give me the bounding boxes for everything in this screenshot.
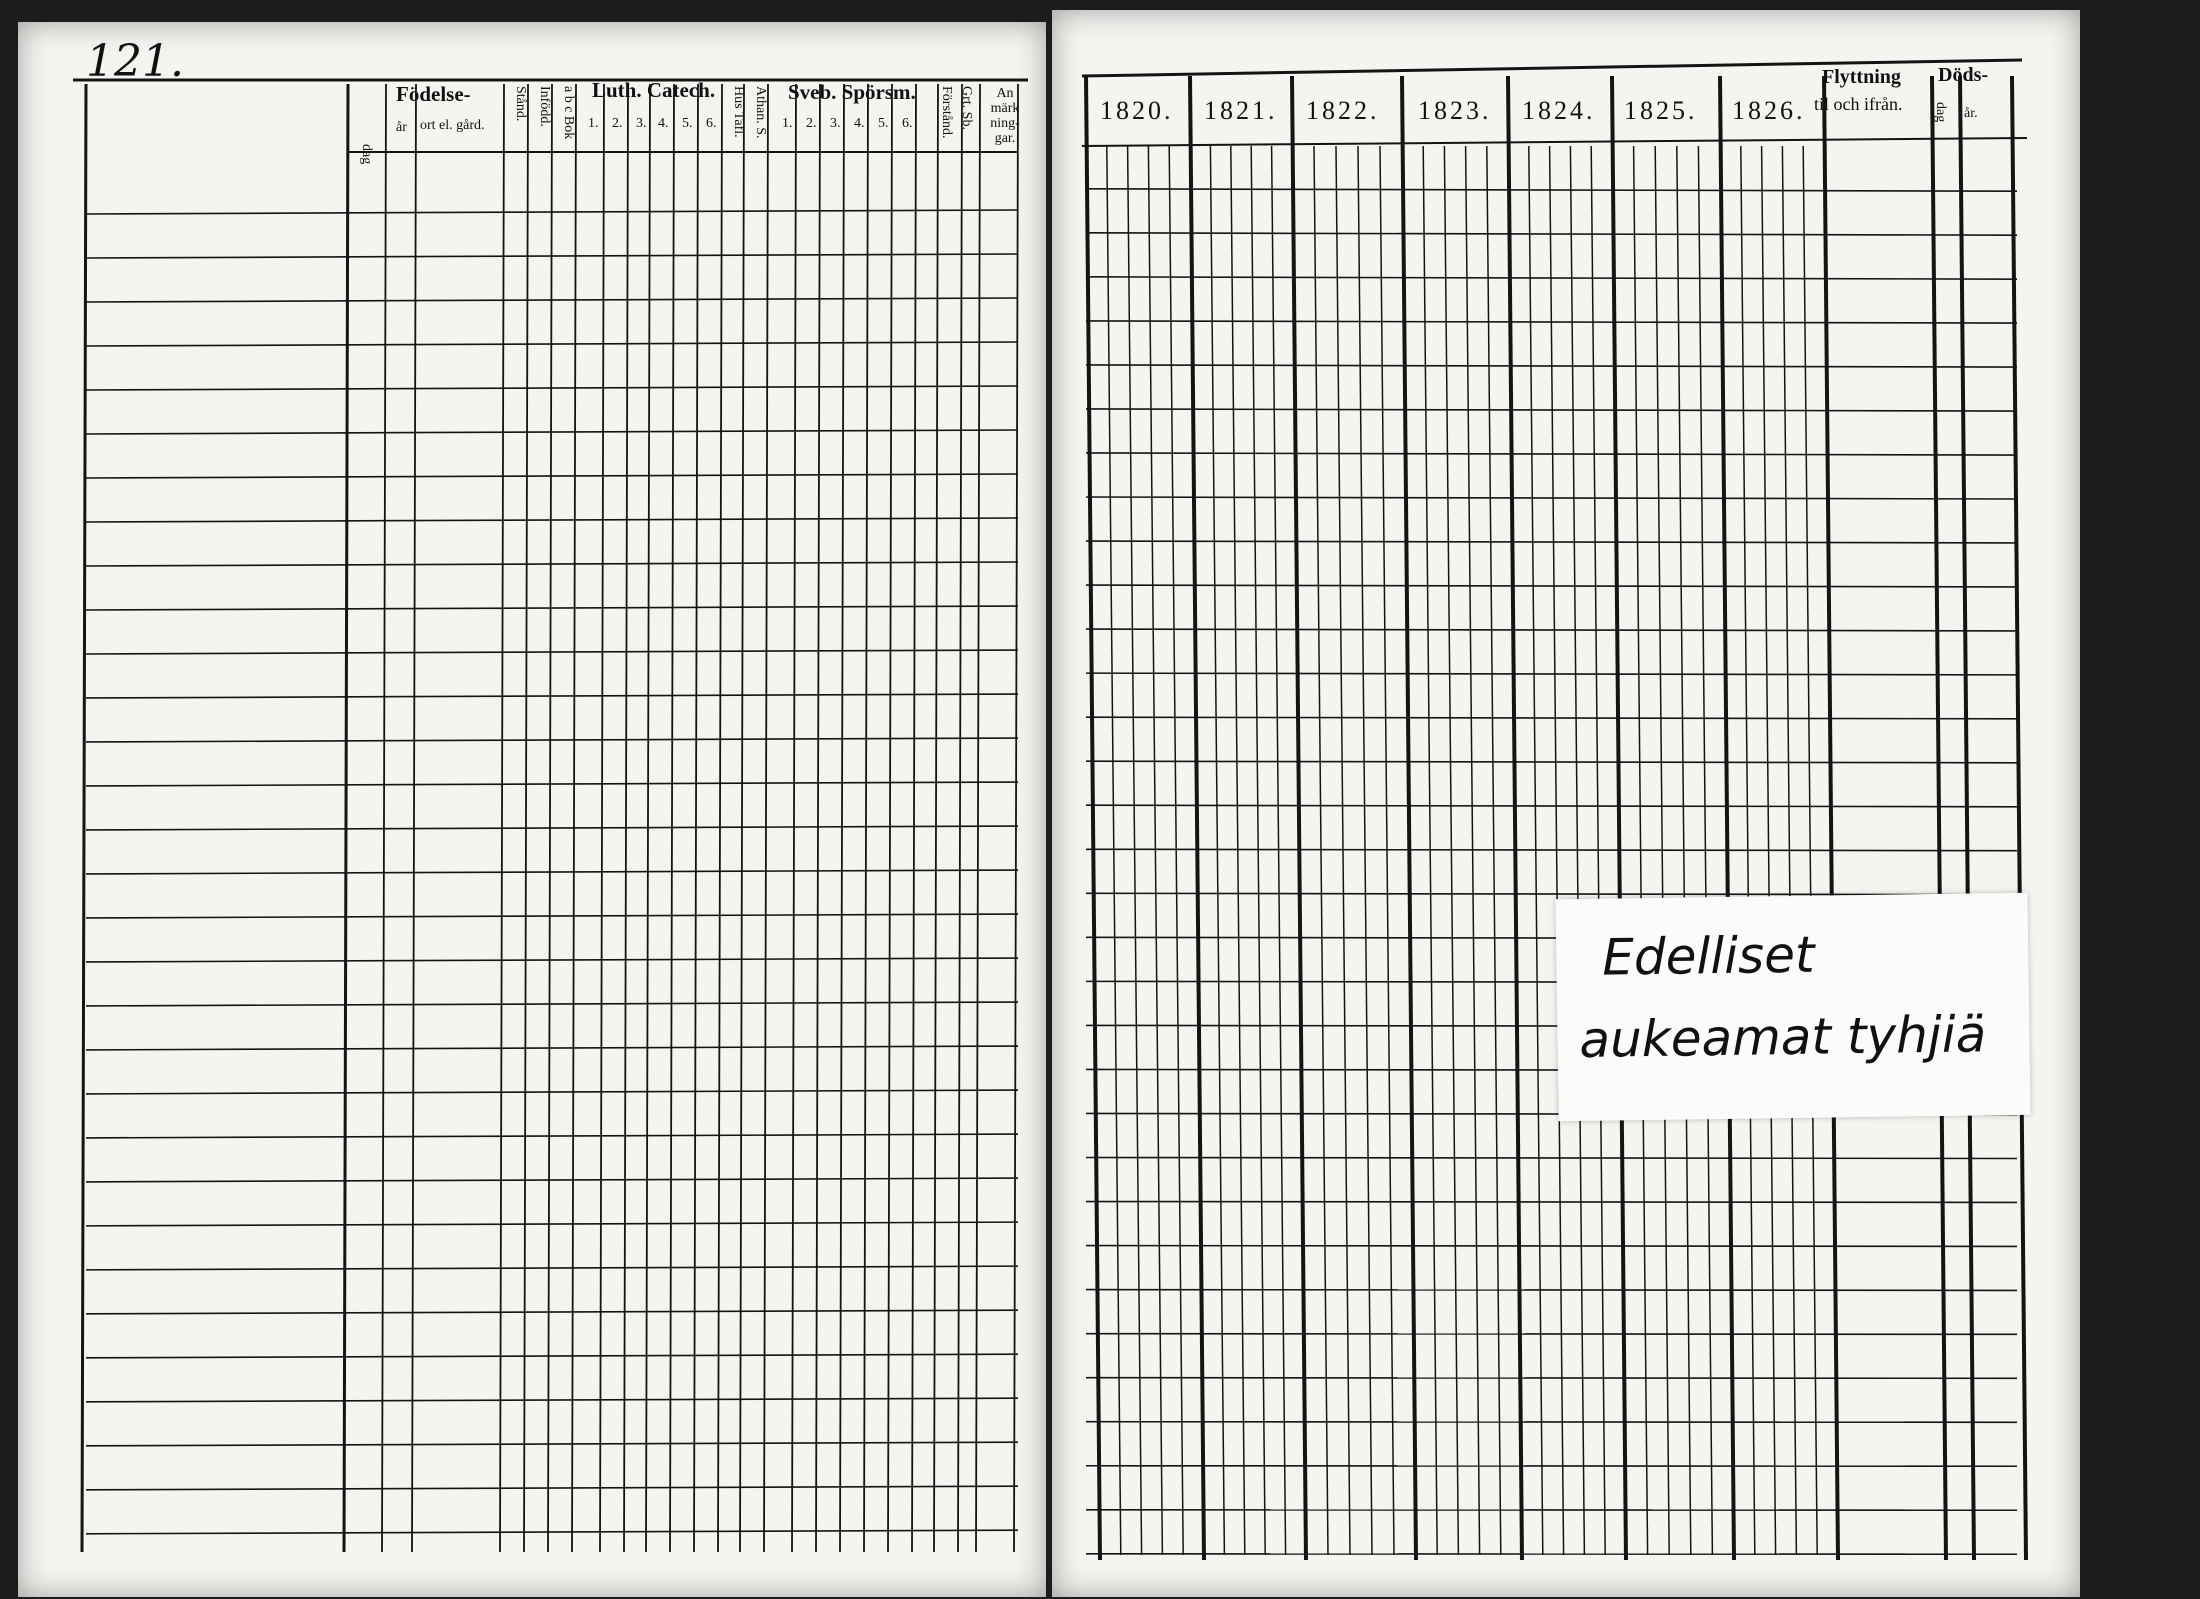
- row-rule: [86, 650, 1018, 654]
- row-rule: [1086, 805, 2017, 807]
- sub-column-rule: [1148, 146, 1162, 1555]
- row-rule: [1086, 585, 2017, 587]
- luth-num-4: 4.: [658, 116, 669, 131]
- right-page: [1052, 10, 2080, 1597]
- year-column-rule: [1932, 76, 1946, 1560]
- year-header-1822: 1822.: [1306, 96, 1380, 125]
- row-rule: [86, 430, 1018, 434]
- sub-column-rule: [1251, 146, 1265, 1555]
- header-luth-catech: Luth. Catech.: [592, 78, 716, 102]
- header-ort: ort el. gård.: [420, 118, 485, 133]
- row-rule: [86, 782, 1018, 786]
- column-rule: [958, 84, 962, 1552]
- year-column-rule: [2012, 76, 2026, 1560]
- header-infodd: Infödd.: [537, 86, 552, 127]
- year-header-1824: 1824.: [1522, 96, 1596, 125]
- row-rule: [86, 606, 1018, 610]
- column-rule: [888, 84, 892, 1552]
- note-line-2: aukeamat tyhjiä: [1579, 1005, 1987, 1069]
- year-header-1825: 1825.: [1624, 96, 1698, 125]
- row-rule: [1086, 453, 2017, 455]
- header-dods-dag: dag: [1933, 102, 1948, 123]
- row-rule: [86, 738, 1018, 742]
- column-rule: [1014, 84, 1018, 1552]
- column-rule: [624, 84, 628, 1552]
- column-rule: [572, 84, 576, 1552]
- column-rule: [670, 84, 674, 1552]
- year-column-rule: [1720, 76, 1734, 1560]
- year-column-rule: [1190, 76, 1204, 1560]
- column-rule: [524, 84, 528, 1552]
- row-rule: [86, 1046, 1018, 1050]
- luth-num-5: 5.: [682, 116, 693, 131]
- header-sveb-sporsm: Sveb. Spörsm.: [788, 80, 916, 104]
- header-forstand: Förstånd.: [939, 86, 954, 139]
- column-rule: [840, 84, 844, 1552]
- row-rule: [86, 518, 1018, 522]
- luth-num-3: 3.: [636, 116, 647, 131]
- header-stand: Stånd.: [513, 86, 528, 122]
- column-rule: [500, 84, 504, 1552]
- row-rule: [86, 474, 1018, 478]
- row-rule: [1086, 497, 2017, 499]
- year-column-rule: [1824, 76, 1838, 1560]
- header-dods-ar: år.: [1964, 106, 1978, 121]
- header-athan: Athan. S.: [753, 86, 768, 139]
- year-column-rule: [1402, 76, 1416, 1560]
- column-rule: [912, 84, 916, 1552]
- column-rule: [694, 84, 698, 1552]
- header-flyttning: Flyttning: [1822, 66, 1901, 88]
- column-rule: [864, 84, 868, 1552]
- year-column-rule: [1292, 76, 1306, 1560]
- sveb-num-3: 3.: [830, 116, 841, 131]
- year-header-1821: 1821.: [1204, 96, 1278, 125]
- luth-num-2: 2.: [612, 116, 623, 131]
- sub-column-rule: [1336, 146, 1350, 1555]
- row-rule: [86, 958, 1018, 962]
- row-rule: [86, 1134, 1018, 1138]
- column-rule: [792, 84, 796, 1552]
- sveb-num-6: 6.: [902, 116, 913, 131]
- column-rule: [934, 84, 938, 1552]
- luth-num-6: 6.: [706, 116, 717, 131]
- row-rule: [1086, 541, 2017, 543]
- row-rule: [86, 870, 1018, 874]
- header-til-och-ifran: til och ifrån.: [1814, 94, 1903, 114]
- row-rule: [86, 1442, 1018, 1446]
- year-column-rule: [1612, 76, 1626, 1560]
- header-abc-bok: a b c Bok: [561, 86, 576, 140]
- sveb-num-1: 1.: [782, 116, 793, 131]
- header-dag: dag: [359, 144, 374, 165]
- row-rule: [86, 1530, 1018, 1534]
- column-rule: [548, 84, 552, 1552]
- row-rule: [1086, 717, 2017, 719]
- sveb-num-4: 4.: [854, 116, 865, 131]
- year-header-1826: 1826.: [1732, 96, 1806, 125]
- row-rule: [1086, 761, 2017, 763]
- row-rule: [1086, 1202, 2017, 1203]
- column-rule: [976, 84, 980, 1552]
- sub-column-rule: [1231, 146, 1245, 1555]
- year-column-rule: [1086, 76, 1100, 1560]
- row-rule: [86, 1398, 1018, 1402]
- column-rule: [600, 84, 604, 1552]
- column-rule: [646, 84, 650, 1552]
- header-hus-tafl: Hus Tafl.: [731, 86, 746, 138]
- row-rule: [86, 1266, 1018, 1270]
- column-rule: [82, 84, 86, 1552]
- column-rule: [764, 84, 768, 1552]
- row-rule: [86, 1486, 1018, 1490]
- row-rule: [1086, 189, 2017, 191]
- row-rule: [86, 1002, 1018, 1006]
- header-dods: Döds-: [1938, 64, 1989, 86]
- sub-column-rule: [1107, 146, 1121, 1555]
- sveb-num-5: 5.: [878, 116, 889, 131]
- page-number: 121.: [86, 36, 184, 87]
- row-rule: [86, 826, 1018, 830]
- header-rule: [1082, 138, 2027, 146]
- row-rule: [1086, 1290, 2017, 1291]
- left-page: [18, 22, 1046, 1597]
- row-rule: [1086, 1334, 2017, 1335]
- row-rule: [1086, 233, 2017, 235]
- year-column-rule: [1508, 76, 1522, 1560]
- column-rule: [382, 84, 386, 1552]
- sub-column-rule: [1210, 146, 1224, 1555]
- column-rule: [412, 84, 416, 1552]
- sticky-note: [1555, 893, 2030, 1122]
- sub-column-rule: [1169, 146, 1183, 1555]
- row-rule: [86, 914, 1018, 918]
- row-rule: [1086, 1246, 2017, 1247]
- row-rule: [86, 1222, 1018, 1226]
- header-ar: år: [396, 120, 407, 135]
- column-rule: [816, 84, 820, 1552]
- row-rule: [86, 1310, 1018, 1314]
- sveb-num-2: 2.: [806, 116, 817, 131]
- header-anmarkningar: An märk ning- gar.: [990, 86, 1020, 146]
- row-rule: [1086, 849, 2017, 850]
- column-rule: [344, 84, 348, 1552]
- row-rule: [1086, 1466, 2017, 1467]
- row-rule: [86, 562, 1018, 566]
- header-fodelse: Födelse-: [396, 82, 471, 106]
- left-register-grid: [18, 22, 1046, 1597]
- note-line-1: Edelliset: [1601, 925, 1815, 987]
- row-rule: [1086, 1158, 2017, 1159]
- column-rule: [718, 84, 722, 1552]
- column-rule: [740, 84, 744, 1552]
- row-rule: [1086, 673, 2017, 675]
- row-rule: [1086, 1422, 2017, 1423]
- sub-column-rule: [1314, 146, 1328, 1555]
- luth-num-1: 1.: [588, 116, 599, 131]
- row-rule: [86, 1090, 1018, 1094]
- year-column-rule: [1960, 76, 1974, 1560]
- row-rule: [1086, 1378, 2017, 1379]
- sub-column-rule: [1128, 146, 1142, 1555]
- year-header-1820: 1820.: [1100, 96, 1174, 125]
- row-rule: [86, 1178, 1018, 1182]
- row-rule: [1086, 629, 2017, 631]
- header-grt-sb: Grt. Sb.: [959, 86, 974, 130]
- right-register-grid: [1052, 10, 2080, 1597]
- year-header-1823: 1823.: [1418, 96, 1492, 125]
- row-rule: [86, 1354, 1018, 1358]
- row-rule: [86, 694, 1018, 698]
- sub-column-rule: [1272, 146, 1286, 1555]
